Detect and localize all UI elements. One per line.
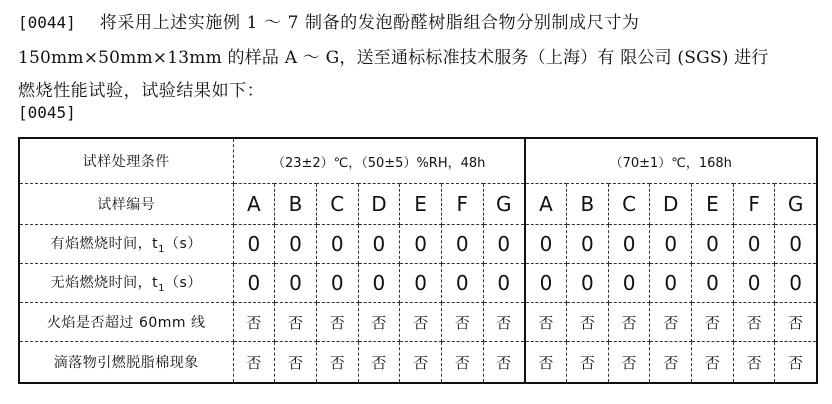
value-cell: 否 <box>733 342 775 384</box>
value-cell: 0 <box>316 264 358 303</box>
value-cell: 0 <box>692 264 734 303</box>
value-cell: 0 <box>483 264 525 303</box>
value-cell: 0 <box>692 225 734 264</box>
sample-label: 试样编号 <box>19 184 233 225</box>
sample-cell: B <box>275 184 317 225</box>
value-cell: 否 <box>358 303 400 342</box>
sample-row <box>19 184 817 225</box>
flaming-time-row <box>19 225 817 264</box>
sample-cell: D <box>358 184 400 225</box>
value-cell: 0 <box>567 225 609 264</box>
results-table <box>18 137 818 384</box>
value-cell: 0 <box>650 225 692 264</box>
value-cell: 否 <box>608 342 650 384</box>
value-cell: 否 <box>650 303 692 342</box>
value-cell: 否 <box>692 342 734 384</box>
sample-cell: F <box>441 184 483 225</box>
value-cell: 0 <box>441 264 483 303</box>
value-cell: 0 <box>358 225 400 264</box>
afterglow-time-label: 无焰燃烧时间，$t_1(s)$ <box>19 264 233 303</box>
sample-cell: E <box>400 184 442 225</box>
value-cell: 否 <box>441 303 483 342</box>
value-cell: 否 <box>233 342 275 384</box>
value-cell: 0 <box>525 264 567 303</box>
value-cell: 0 <box>358 264 400 303</box>
afterglow-time-row <box>19 264 817 303</box>
paragraph-0044-line-2: 150mm×50mm×13mm 的样品 A ～ G，送至通标标准技术服务（上海）有 限公司 (SGS) 进行 <box>18 48 769 68</box>
value-cell: 0 <box>650 264 692 303</box>
sample-cell: F <box>733 184 775 225</box>
value-cell: 0 <box>400 225 442 264</box>
condition-1-header: （23±2）℃，（50±5）%RH，48h <box>233 138 525 184</box>
value-cell: 否 <box>483 303 525 342</box>
value-cell: 否 <box>233 303 275 342</box>
value-cell: 0 <box>316 225 358 264</box>
paragraph-0044-line-3: 燃烧性能试验，试验结果如下： <box>18 81 265 101</box>
value-cell: 0 <box>400 264 442 303</box>
paragraph-tag-0045: [0045] <box>18 103 76 122</box>
value-cell: 否 <box>775 342 817 384</box>
dripping-ignition-label: 滴落物引燃脱脂棉现象 <box>19 342 233 384</box>
value-cell: 否 <box>775 303 817 342</box>
sample-cell: A <box>525 184 567 225</box>
flame-60mm-label: 火焰是否超过 60mm 线 <box>19 303 233 342</box>
value-cell: 0 <box>608 225 650 264</box>
value-cell: 否 <box>692 303 734 342</box>
value-cell: 0 <box>483 225 525 264</box>
sample-cell: D <box>650 184 692 225</box>
value-cell: 否 <box>400 342 442 384</box>
value-cell: 0 <box>775 264 817 303</box>
value-cell: 0 <box>233 264 275 303</box>
value-cell: 否 <box>650 342 692 384</box>
value-cell: 0 <box>608 264 650 303</box>
paragraph-text: 将采用上述实施例 1 ～ 7 制备的发泡酚醛树脂组合物分别制成尺寸为 <box>99 13 640 33</box>
sample-cell: C <box>608 184 650 225</box>
value-cell: 否 <box>525 342 567 384</box>
sample-cell: C <box>316 184 358 225</box>
value-cell: 0 <box>775 225 817 264</box>
value-cell: 0 <box>275 264 317 303</box>
value-cell: 0 <box>567 264 609 303</box>
value-cell: 否 <box>525 303 567 342</box>
value-cell: 否 <box>358 342 400 384</box>
table-header-row <box>19 138 817 184</box>
value-cell: 否 <box>567 303 609 342</box>
value-cell: 否 <box>567 342 609 384</box>
sample-cell: E <box>692 184 734 225</box>
sample-cell: G <box>775 184 817 225</box>
value-cell: 0 <box>733 225 775 264</box>
value-cell: 否 <box>733 303 775 342</box>
flaming-time-label: 有焰燃烧时间，$t_1(s)$ <box>19 225 233 264</box>
sample-cell: B <box>567 184 609 225</box>
flame-60mm-row <box>19 303 817 342</box>
value-cell: 否 <box>275 342 317 384</box>
value-cell: 0 <box>275 225 317 264</box>
paragraph-0044-line-1 <box>18 8 639 33</box>
condition-header-label: 试样处理条件 <box>19 138 233 184</box>
paragraph-tag-0044: [0044] <box>18 13 76 32</box>
value-cell: 否 <box>316 342 358 384</box>
value-cell: 0 <box>233 225 275 264</box>
sample-cell: G <box>483 184 525 225</box>
value-cell: 0 <box>525 225 567 264</box>
value-cell: 0 <box>441 225 483 264</box>
sample-cell: A <box>233 184 275 225</box>
value-cell: 否 <box>483 342 525 384</box>
value-cell: 否 <box>400 303 442 342</box>
value-cell: 否 <box>441 342 483 384</box>
value-cell: 0 <box>733 264 775 303</box>
value-cell: 否 <box>275 303 317 342</box>
value-cell: 否 <box>608 303 650 342</box>
condition-2-header: （70±1）℃，168h <box>525 138 817 184</box>
value-cell: 否 <box>316 303 358 342</box>
dripping-ignition-row <box>19 342 817 384</box>
